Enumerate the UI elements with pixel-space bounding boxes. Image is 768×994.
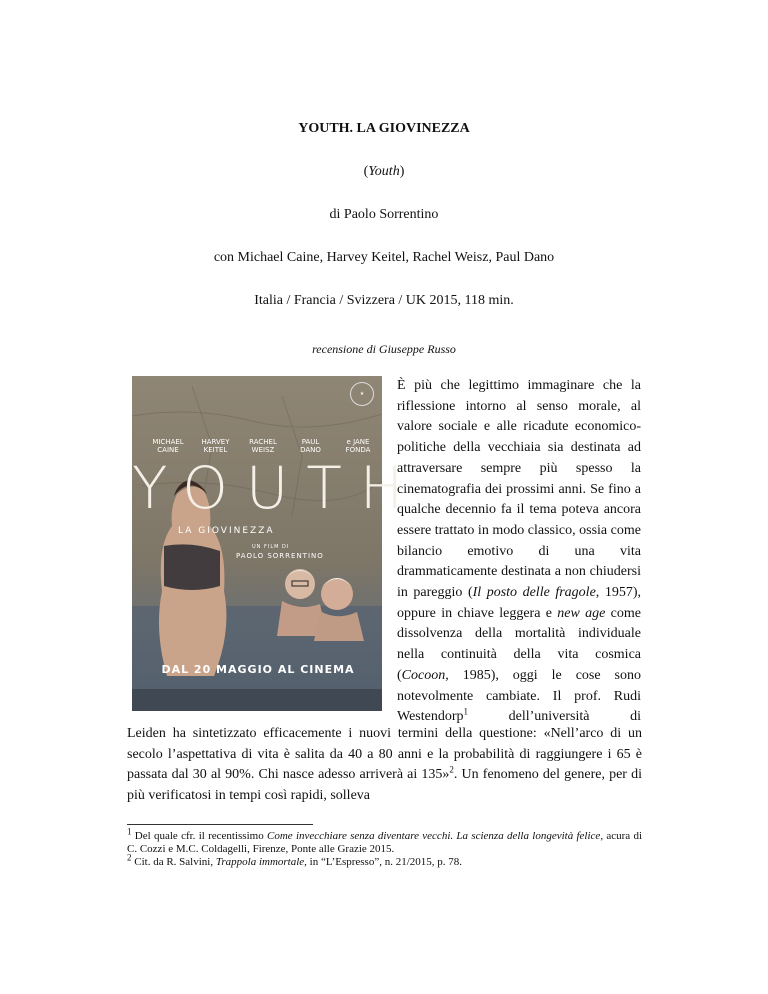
poster-title: YOUTH <box>132 454 422 522</box>
footnote-text: , acura di C. Cozzi e M.C. Coldagelli, Firenze, Ponte alle Grazie 2015. <box>127 830 643 855</box>
body-text: Leiden ha sintetizzato efficacemente i nuovi termini della questione: «Nell’arco di un secolo l’aspettativa di vita è salita da 40 a 80 anni e la probabilità di raggiungere i 65 è passata dal 30 al 90%. Chi nasce adesso arriverà ai 135» <box>127 726 642 783</box>
poster-film-by: UN FILM DI <box>252 544 290 550</box>
footnote-text: Del quale cfr. il recentissimo <box>131 830 267 842</box>
review-paragraph-wrapped <box>397 376 641 728</box>
production-line: Italia / Francia / Svizzera / UK 2015, 118 min. <box>254 293 514 308</box>
article-title: Trappola immortale <box>215 856 305 868</box>
footnote-number: 2 <box>127 852 132 863</box>
footnote-1 <box>127 826 643 856</box>
director-line: di Paolo Sorrentino <box>329 207 439 222</box>
poster-director: PAOLO SORRENTINO <box>236 552 324 560</box>
poster-actor: RACHEL WEISZ <box>249 438 277 454</box>
movie-poster <box>132 376 422 711</box>
body-text: , 1985), oggi le cose sono notevolmente cambiate. Il prof. Rudi Westendorp <box>397 667 641 725</box>
poster-actor: MICHAEL CAINE <box>152 438 184 454</box>
body-text: . Un fenomeno del genere, per di più verificatosi in tempi così rapidi, solleva <box>127 767 642 804</box>
body-text: come dissolvenza della mortalità individuale nella continuità della vita cosmica ( <box>397 605 641 683</box>
body-text: , 1957), oppure in chiave leggera e <box>397 585 642 621</box>
original-title: (Youth) <box>363 164 405 179</box>
footnote-divider <box>127 824 313 825</box>
festival-badge: ★ <box>350 382 374 406</box>
poster-release-date: DAL 20 MAGGIO AL CINEMA <box>161 663 355 676</box>
body-text: dell’università di <box>468 709 641 725</box>
reviewer-line: recensione di Giuseppe Russo <box>312 342 456 356</box>
poster-subtitle: LA GIOVINEZZA <box>178 526 275 536</box>
footnote-ref-1[interactable]: 1 <box>463 706 469 717</box>
review-paragraph-full <box>127 724 642 807</box>
footnote-text: , in “L’Espresso”, n. 21/2015, p. 78. <box>304 856 463 868</box>
poster-actor: PAUL DANO <box>300 438 321 454</box>
cast-line: con Michael Caine, Harvey Keitel, Rachel Weisz, Paul Dano <box>213 250 555 265</box>
poster-actor: e JANE FONDA <box>345 438 371 454</box>
review-title: YOUTH. LA GIOVINEZZA <box>298 121 470 136</box>
poster-actor: HARVEY KEITEL <box>201 438 230 454</box>
film-title-ref: Cocoon <box>401 667 446 683</box>
emphasis-text: new age <box>557 605 606 621</box>
film-title-ref: Il posto delle fragole <box>472 585 596 601</box>
book-title: Come invecchiare senza diventare vecchi. La scienza della longevità felice <box>267 830 601 842</box>
footnote-ref-2[interactable]: 2 <box>449 764 454 775</box>
poster-credits-strip <box>132 689 382 711</box>
original-title-text: Youth <box>368 164 400 179</box>
footnote-2 <box>127 852 642 869</box>
footnote-number: 1 <box>127 826 132 837</box>
body-text: È più che legittimo immaginare che la riflessione intorno al senso morale, al valore sociale e alle ricadute economico-politiche della vecchiaia sia destinata ad attraversare sempre più spesso la cinematografia dei prossimi anni. Se fino a qualche decennio fa il tema poteva ancora essere trattato in modo classico, ossia come bilancio emotivo di una vita drammaticamente destinata a non chiudersi in pareggio ( <box>397 378 641 601</box>
footnote-text: Cit. da R. Salvini, <box>131 856 216 868</box>
poster-actor-names <box>148 438 378 454</box>
